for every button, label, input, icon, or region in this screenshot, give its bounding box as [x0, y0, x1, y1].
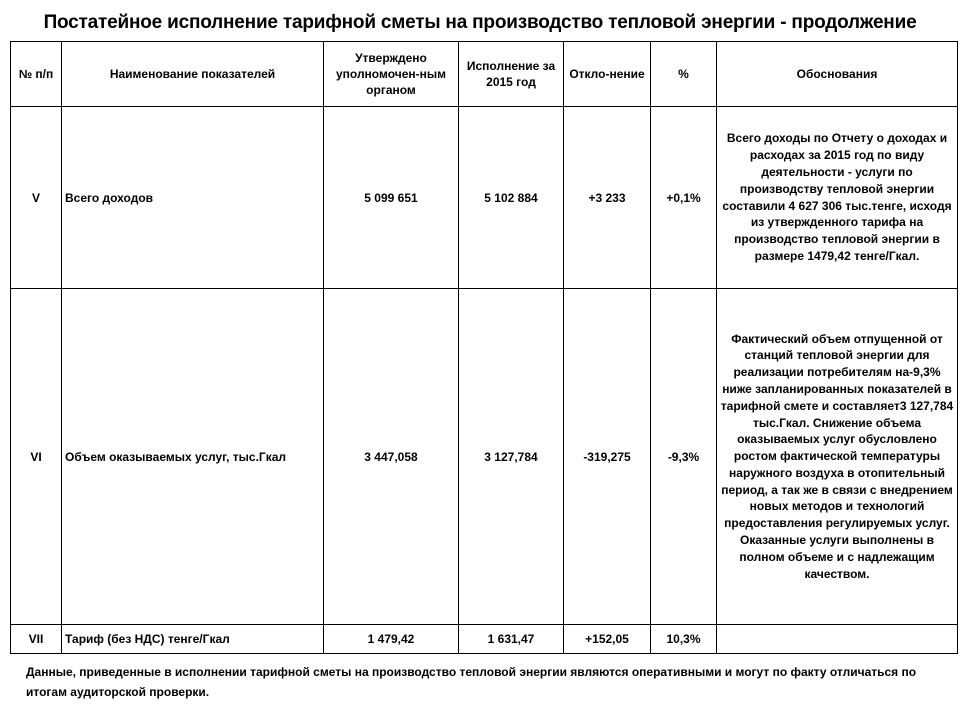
- table-row: [11, 289, 958, 625]
- row-approved: 3 447,058: [324, 289, 459, 625]
- table-header-row: [11, 42, 958, 107]
- row-deviation: -319,275: [564, 289, 651, 625]
- header-deviation: Откло-нение: [564, 42, 651, 107]
- header-name: Наименование показателей: [62, 42, 324, 107]
- row-justification: Фактический объем отпущенной от станций тепловой энергии для реализации потребителям на-9,3% ниже запланированных показателей в тарифной смете и составляет3 127,784 тыс.Гкал. Снижение объема оказываемых услуг обусловлено ростом фактической температуры наружного воздуха в отопительный период, а так же в связи с внедрением новых методов и технологий предоставления регулируемых услуг. Оказанные услуги выполнены в полном объеме и с надлежащим качеством.: [717, 289, 958, 625]
- header-num: № п/п: [11, 42, 62, 107]
- row-name: Объем оказываемых услуг, тыс.Гкал: [62, 289, 324, 625]
- row-deviation: +3 233: [564, 107, 651, 289]
- row-approved: 5 099 651: [324, 107, 459, 289]
- tariff-execution-table: [10, 41, 958, 654]
- row-name: Тариф (без НДС) тенге/Гкал: [62, 625, 324, 654]
- row-approved: 1 479,42: [324, 625, 459, 654]
- row-justification: [717, 625, 958, 654]
- header-percent: %: [651, 42, 717, 107]
- table-row: [11, 625, 958, 654]
- row-num: VII: [11, 625, 62, 654]
- row-actual: 5 102 884: [459, 107, 564, 289]
- row-percent: 10,3%: [651, 625, 717, 654]
- row-deviation: +152,05: [564, 625, 651, 654]
- row-num: V: [11, 107, 62, 289]
- header-justification: Обоснования: [717, 42, 958, 107]
- page-title: Постатейное исполнение тарифной сметы на производство тепловой энергии - продолжение: [43, 12, 917, 33]
- row-percent: -9,3%: [651, 289, 717, 625]
- table-row: [11, 107, 958, 289]
- header-approved: Утверждено уполномочен-ным органом: [324, 42, 459, 107]
- row-num: VI: [11, 289, 62, 625]
- header-actual: Исполнение за 2015 год: [459, 42, 564, 107]
- footnote: Данные, приведенные в исполнении тарифной сметы на производство тепловой энергии являются оперативными и могут по факту отличаться по итогам аудиторской проверки.: [26, 665, 917, 699]
- row-justification: Всего доходы по Отчету о доходах и расходах за 2015 год по виду деятельности - услуги по производству тепловой энергии составили 4 627 306 тыс.тенге, исходя из утвержденного тарифа на производство тепловой энергии в размере 1479,42 тенге/Гкал.: [717, 107, 958, 289]
- row-percent: +0,1%: [651, 107, 717, 289]
- row-actual: 3 127,784: [459, 289, 564, 625]
- row-actual: 1 631,47: [459, 625, 564, 654]
- row-name: Всего доходов: [62, 107, 324, 289]
